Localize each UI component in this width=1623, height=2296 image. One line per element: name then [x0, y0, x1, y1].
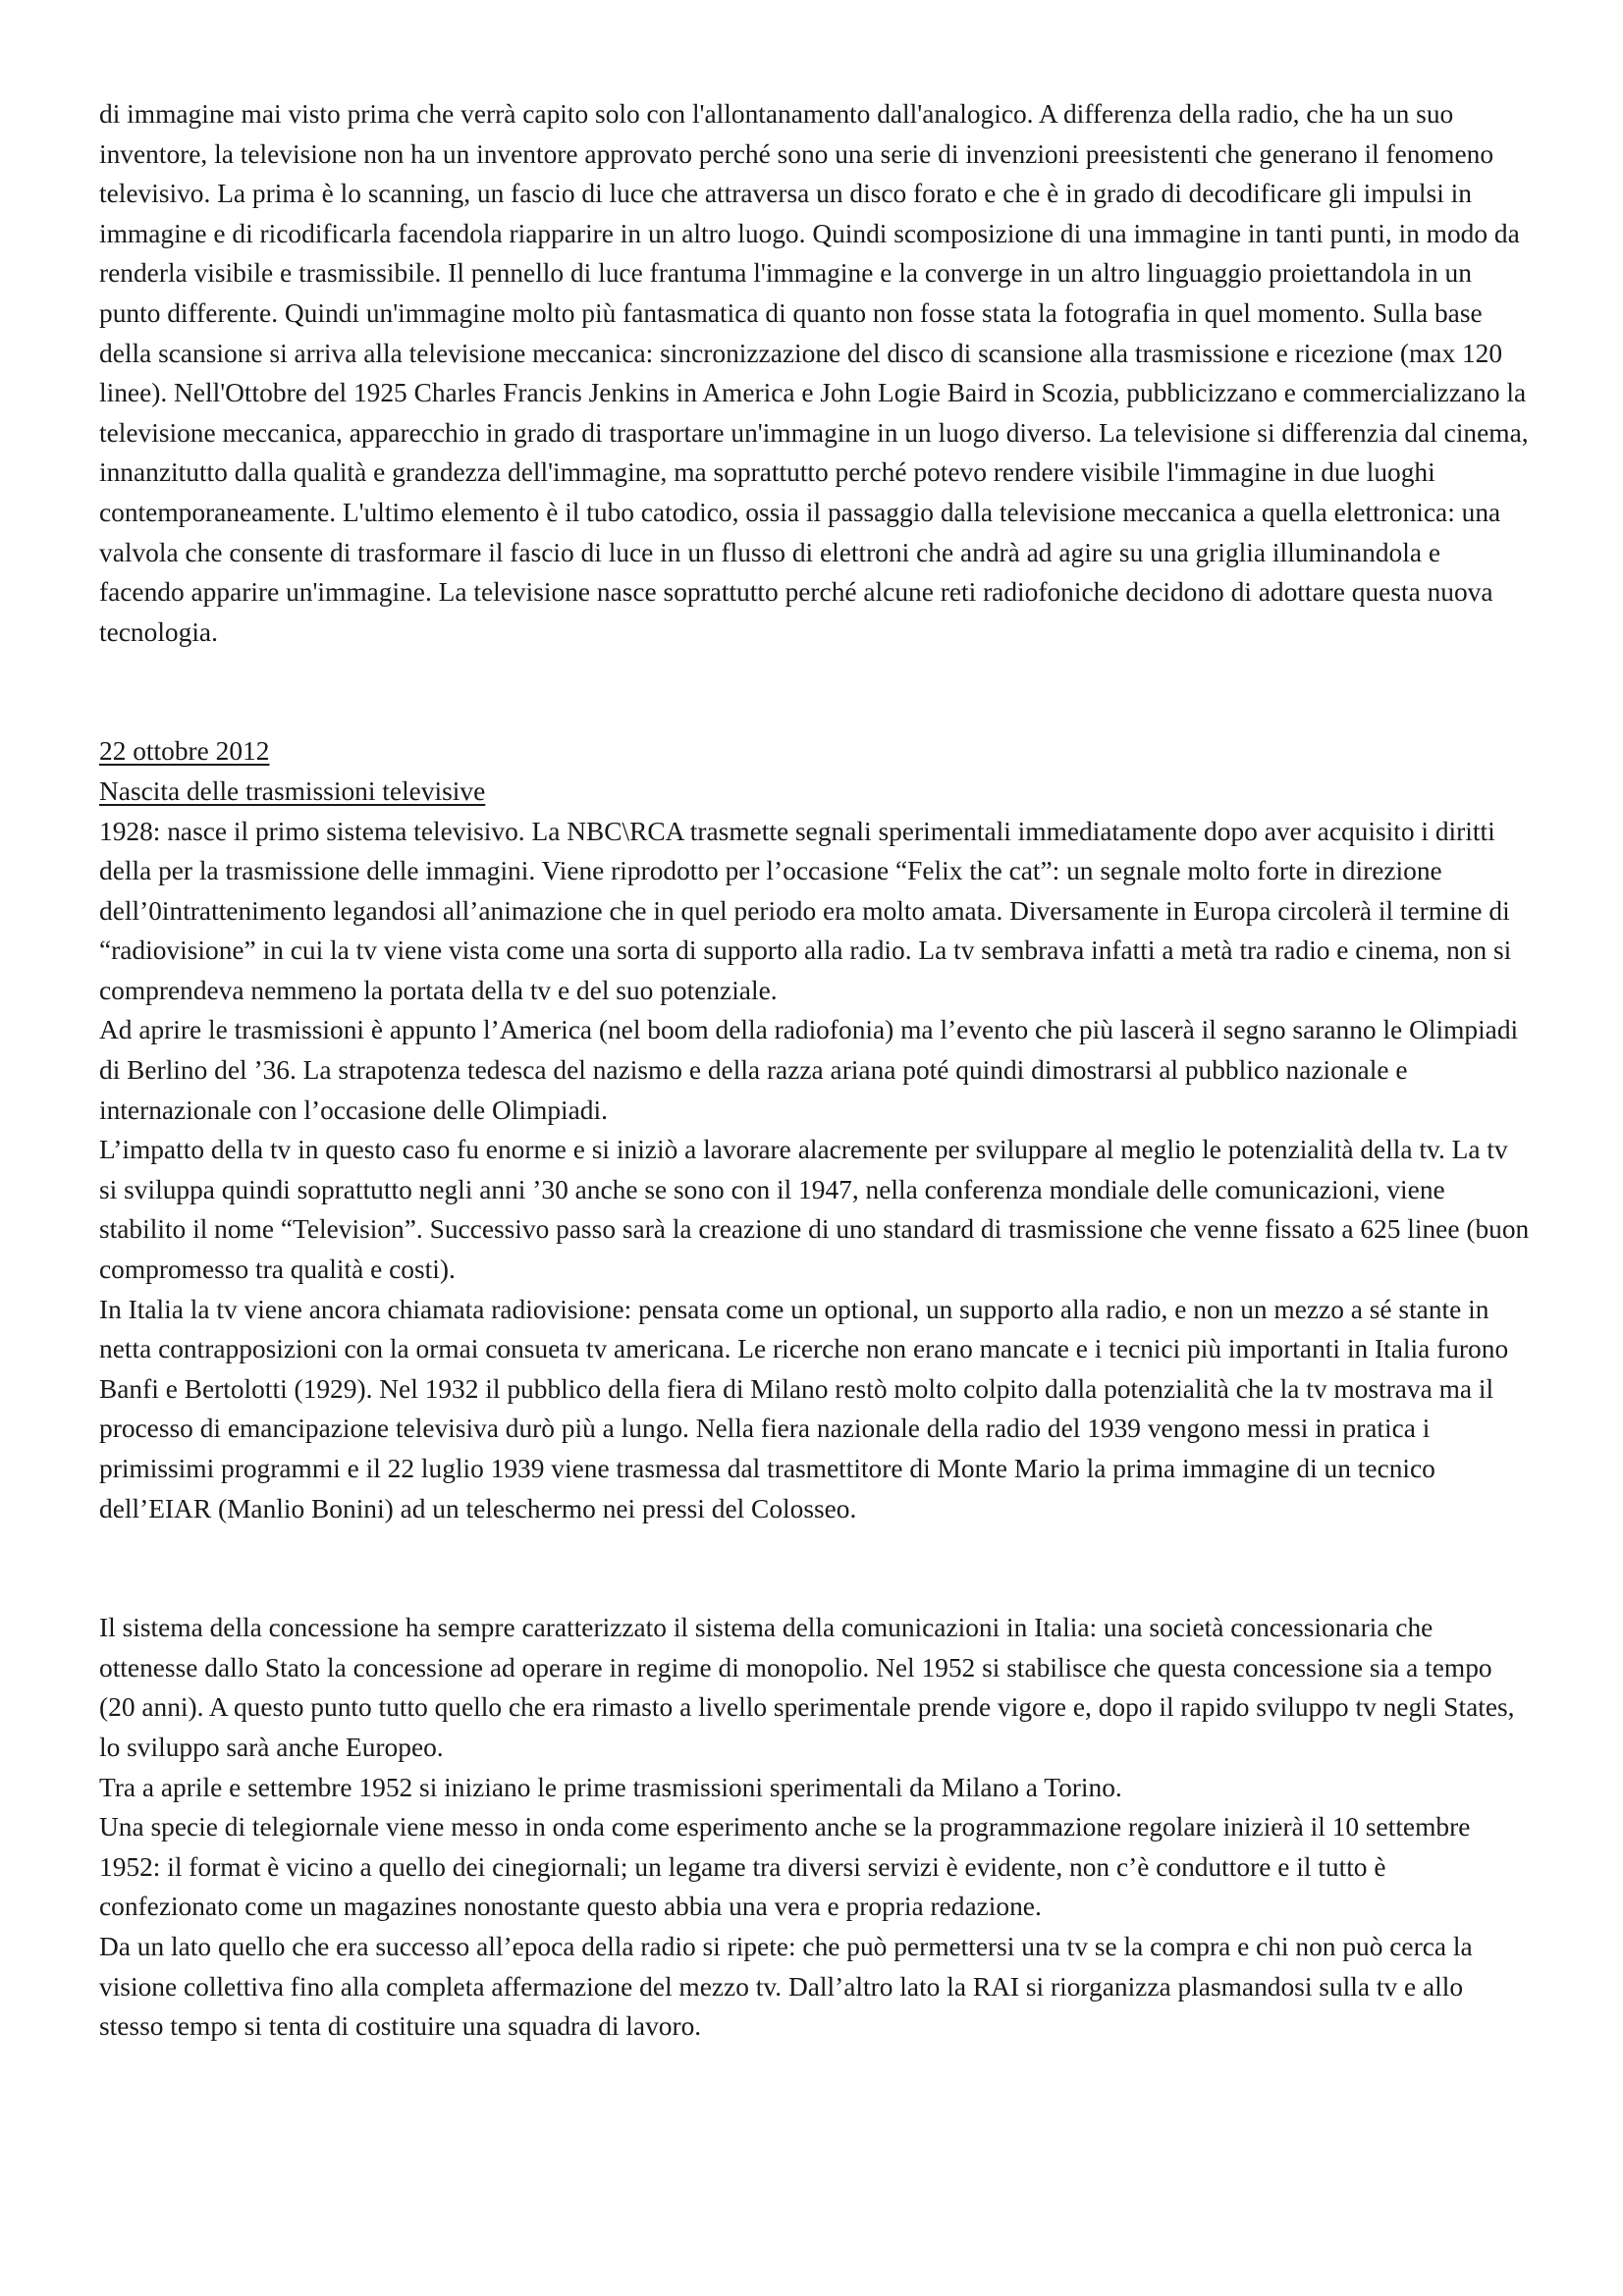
paragraph-telegiornale: Una specie di telegiornale viene messo in onda come esperimento anche se la programmazione regolare inizierà il 10 settembre 1952: il format è vicino a quello dei cinegiornali; un legame tra diversi servizi è evidente, non c’è conduttore e il tutto è confezionato come un magazines nonostante questo abbia una vera e propria redazione. [99, 1812, 1471, 1922]
paragraph-impatto: L’impatto della tv in questo caso fu enorme e si iniziò a lavorare alacremente per sviluppare al meglio le potenzialità della tv. La tv si sviluppa quindi soprattutto negli anni ’30 anche se sono con il 1947, nella conferenza mondiale delle comunicazioni, viene stabilito il nome “Television”. Successivo passo sarà la creazione di uno standard di trasmissione che venne fissato a 625 linee (buon compromesso tra qualità e costi). [99, 1135, 1530, 1285]
section-date: 22 ottobre 2012 [99, 736, 270, 767]
paragraph-olimpiadi: Ad aprire le trasmissioni è appunto l’America (nel boom della radiofonia) ma l’evento che più lascerà il segno saranno le Olimpiadi di Berlino del ’36. La strapotenza tedesca del nazismo e della razza ariana poté quindi dimostrarsi al pubblico nazionale e internazionale con l’occasione delle Olimpiadi. [99, 1015, 1519, 1125]
paragraph-scanning-history: di immagine mai visto prima che verrà capito solo con l'allontanamento dall'analogico. A differenza della radio, che ha un suo inventore, la televisione non ha un inventore approvato perché sono una serie di invenzioni preesistenti che generano il fenomeno televisivo. La prima è lo scanning, un fascio di luce che attraversa un disco forato e che è in grado di decodificare gli impulsi in immagine e di ricodificarla facendola riapparire in un altro luogo. Quindi scomposizione di una immagine in tanti punti, in modo da renderla visibile e trasmissibile. Il pennello di luce frantuma l'immagine e la converge in un altro linguaggio proiettandola in un punto differente. Quindi un'immagine molto più fantasmatica di quanto non fosse stata la fotografia in quel momento. Sulla base della scansione si arriva alla televisione meccanica: sincronizzazione del disco di scansione alla trasmissione e ricezione (max 120 linee). Nell'Ottobre del 1925 Charles Francis Jenkins in America e John Logie Baird in Scozia, pubblicizzano e commercializzano la televisione meccanica, apparecchio in grado di trasportare un'immagine in un luogo diverso. La televisione si differenzia dal cinema, innanzitutto dalla qualità e grandezza dell'immagine, ma soprattutto perché potevo rendere visibile l'immagine in due luoghi contemporaneamente. L'ultimo elemento è il tubo catodico, ossia il passaggio dalla televisione meccanica a quella elettronica: una valvola che consente di trasformare il fascio di luce in un flusso di elettroni che andrà ad agire su una griglia illuminandola e facendo apparire un'immagine. La televisione nasce soprattutto perché alcune reti radiofoniche decidono di adottare questa nuova tecnologia. [99, 99, 1529, 647]
paragraph-concessione: Il sistema della concessione ha sempre caratterizzato il sistema della comunicazioni in Italia: una società concessionaria che ottenesse dallo Stato la concessione ad operare in regime di monopolio. Nel 1952 si stabilisce che questa concessione sia a tempo (20 anni). A questo punto tutto quello che era rimasto a livello sperimentale prende vigore e, dopo il rapido sviluppo tv negli States, lo sviluppo sarà anche Europeo. [99, 1613, 1515, 1762]
document-page [99, 94, 1531, 2047]
paragraph-1928: 1928: nasce il primo sistema televisivo. La NBC\RCA trasmette segnali sperimentali immediatamente dopo aver acquisito i diritti della per la trasmissione delle immagini. Viene riprodotto per l’occasione “Felix the cat”: un segnale molto forte in direzione dell’0intrattenimento legandosi all’animazione che in quel periodo era molto amata. Diversamente in Europa circolerà il termine di “radiovisione” in cui la tv viene vista come una sorta di supporto alla radio. La tv sembrava infatti a metà tra radio e cinema, non si comprendeva nemmeno la portata della tv e del suo potenziale. [99, 816, 1512, 1005]
section-title: Nascita delle trasmissioni televisive [99, 775, 486, 806]
paragraph-rai: Da un lato quello che era successo all’epoca della radio si ripete: che può permettersi una tv se la compra e chi non può cerca la visione collettiva fino alla completa affermazione del mezzo tv. Dall’altro lato la RAI si riorganizza plasmandosi sulla tv e allo stesso tempo si tenta di costituire una squadra di lavoro. [99, 1931, 1473, 2042]
paragraph-trasmissioni-sperimentali: Tra a aprile e settembre 1952 si iniziano le prime trasmissioni sperimentali da Milano a Torino. [99, 1772, 1122, 1802]
paragraph-italia: In Italia la tv viene ancora chiamata radiovisione: pensata come un optional, un supporto alla radio, e non un mezzo a sé stante in netta contrapposizioni con la ormai consueta tv americana. Le ricerche non erano mancate e i tecnici più importanti in Italia furono Banfi e Bertolotti (1929). Nel 1932 il pubblico della fiera di Milano restò molto colpito dalla potenzialità che la tv mostrava ma il processo di emancipazione televisiva durò più a lungo. Nella fiera nazionale della radio del 1939 vengono messi in pratica i primissimi programmi e il 22 luglio 1939 viene trasmessa dal trasmettitore di Monte Mario la prima immagine di un tecnico dell’EIAR (Manlio Bonini) ad un teleschermo nei pressi del Colosseo. [99, 1294, 1509, 1523]
spacer [99, 652, 1531, 731]
spacer [99, 1528, 1531, 1608]
